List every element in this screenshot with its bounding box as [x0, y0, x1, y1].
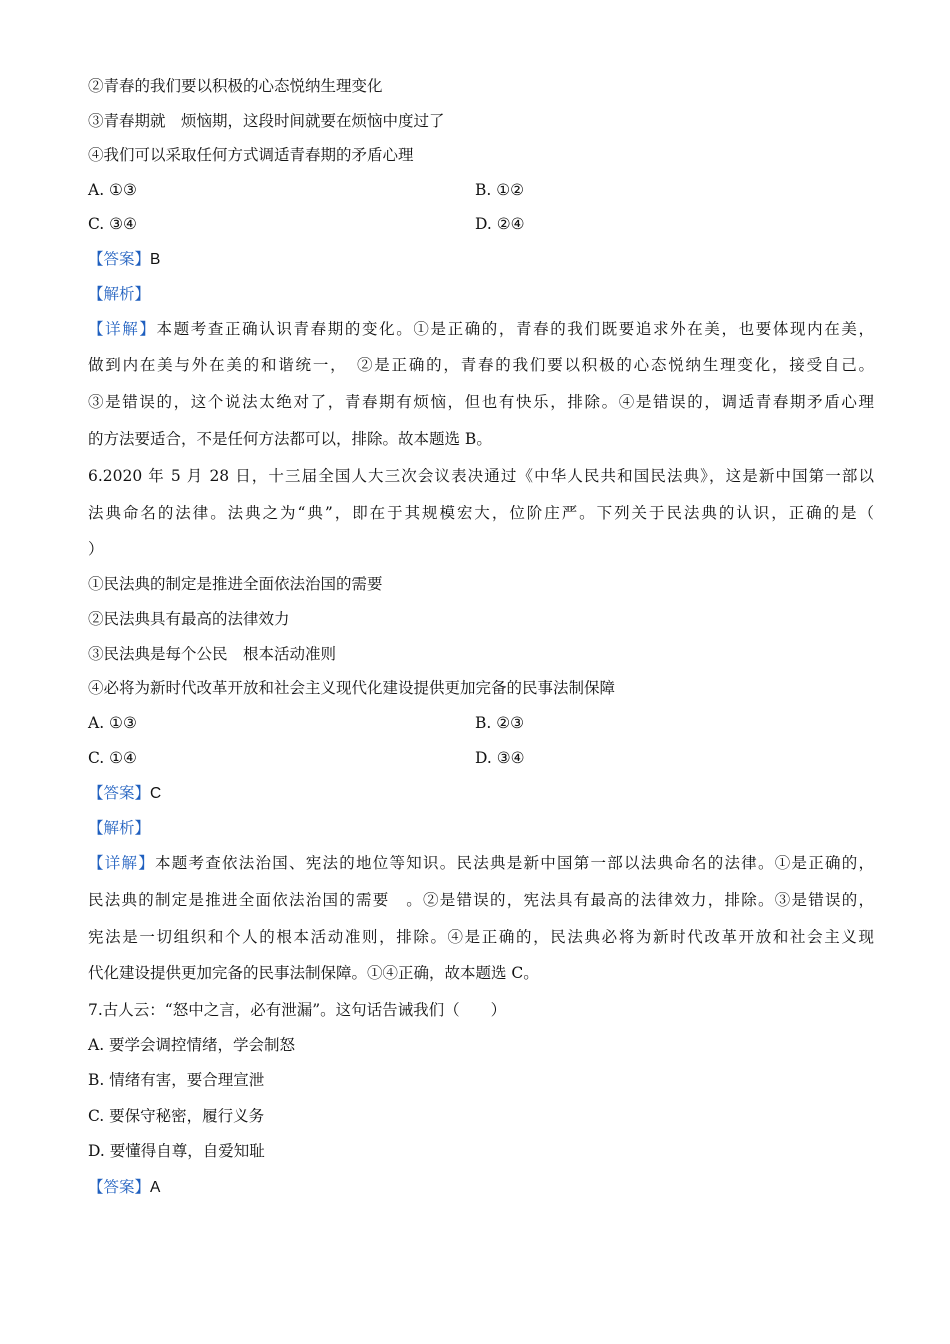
q6-option-a: A. ①③	[88, 714, 137, 732]
answer-value: A	[150, 1179, 161, 1196]
q6-statement-1: ①民法典的制定是推进全面依法治国的需要	[88, 575, 383, 593]
detail-text: 本题考查正确认识青春期的变化。①是正确的，青春的我们既要追求外在美，也要体现内在美，	[156, 320, 874, 338]
q7-option-b: B. 情绪有害，要合理宣泄	[88, 1071, 265, 1089]
q6-stem-line-1: 6.2020 年 5 月 28 日，十三届全国人大三次会议表决通过《中华人民共和国民法典》，这是新中国第一部以	[88, 467, 874, 485]
q6-option-c: C. ①④	[88, 749, 137, 767]
q6-statement-2: ②民法典具有最高的法律效力	[88, 610, 290, 628]
answer-value: C	[150, 785, 162, 802]
answer-tag: 【答案】	[88, 784, 151, 802]
q5-option-b: B. ①②	[475, 181, 525, 199]
detail-tag: 【详解】	[88, 854, 155, 872]
q6-detail-line-3: 宪法是一切组织和个人的根本活动准则，排除。④是正确的，民法典必将为新时代改革开放和社会主义现	[88, 928, 874, 946]
q6-detail-line-1	[88, 852, 874, 874]
q5-statement-3: ③青春期就 烦恼期，这段时间就要在烦恼中度过了	[88, 112, 445, 130]
q5-detail-line-3: ③是错误的，这个说法太绝对了，青春期有烦恼，但也有快乐，排除。④是错误的，调适青春期矛盾心理	[88, 393, 874, 411]
q5-option-d: D. ②④	[475, 215, 525, 233]
q6-stem-line-3: ）	[88, 540, 104, 558]
q5-detail-line-4: 的方法要适合，不是任何方法都可以，排除。故本题选 B。	[88, 430, 492, 448]
q5-answer	[88, 248, 160, 271]
q5-statement-2: ②青春的我们要以积极的心态悦纳生理变化	[88, 77, 383, 95]
answer-tag: 【答案】	[88, 250, 151, 268]
q7-option-c: C. 要保守秘密，履行义务	[88, 1107, 265, 1125]
q5-option-c: C. ③④	[88, 215, 137, 233]
q5-detail-line-1	[88, 318, 874, 340]
analysis-tag: 【解析】	[88, 819, 151, 837]
q7-stem: 7.古人云：“怒中之言，必有泄漏”。这句话告诫我们（ ）	[88, 1001, 507, 1019]
q6-stem-line-2: 法典命名的法律。法典之为“典”，即在于其规模宏大，位阶庄严。下列关于民法典的认识，正确的是（	[88, 504, 874, 522]
q6-detail-line-4: 代化建设提供更加完备的民事法制保障。①④正确，故本题选 C。	[88, 964, 539, 982]
q5-detail-line-2: 做到内在美与外在美的和谐统一， ②是正确的，青春的我们要以积极的心态悦纳生理变化，接受自己。	[88, 356, 874, 374]
detail-text: 本题考查依法治国、宪法的地位等知识。民法典是新中国第一部以法典命名的法律。①是正确的，	[155, 854, 874, 872]
q5-statement-4: ④我们可以采取任何方式调适青春期的矛盾心理	[88, 146, 414, 164]
q5-option-a: A. ①③	[88, 181, 137, 199]
q6-answer	[88, 782, 161, 805]
q6-statement-3: ③民法典是每个公民 根本活动准则	[88, 645, 337, 663]
q5-analysis-heading	[88, 283, 150, 305]
q7-option-a: A. 要学会调控情绪，学会制怒	[88, 1036, 296, 1054]
q6-statement-4: ④必将为新时代改革开放和社会主义现代化建设提供更加完备的民事法制保障	[88, 679, 616, 697]
q6-option-b: B. ②③	[475, 714, 525, 732]
detail-tag: 【详解】	[88, 320, 157, 338]
answer-value: B	[150, 251, 161, 268]
q6-analysis-heading	[88, 817, 150, 839]
answer-tag: 【答案】	[88, 1178, 151, 1196]
q7-answer	[88, 1176, 160, 1199]
q6-detail-line-2: 民法典的制定是推进全面依法治国的需要 。②是错误的，宪法具有最高的法律效力，排除。③是错误的，	[88, 891, 874, 909]
analysis-tag: 【解析】	[88, 285, 151, 303]
q7-option-d: D. 要懂得自尊，自爱知耻	[88, 1142, 265, 1160]
q6-option-d: D. ③④	[475, 749, 525, 767]
